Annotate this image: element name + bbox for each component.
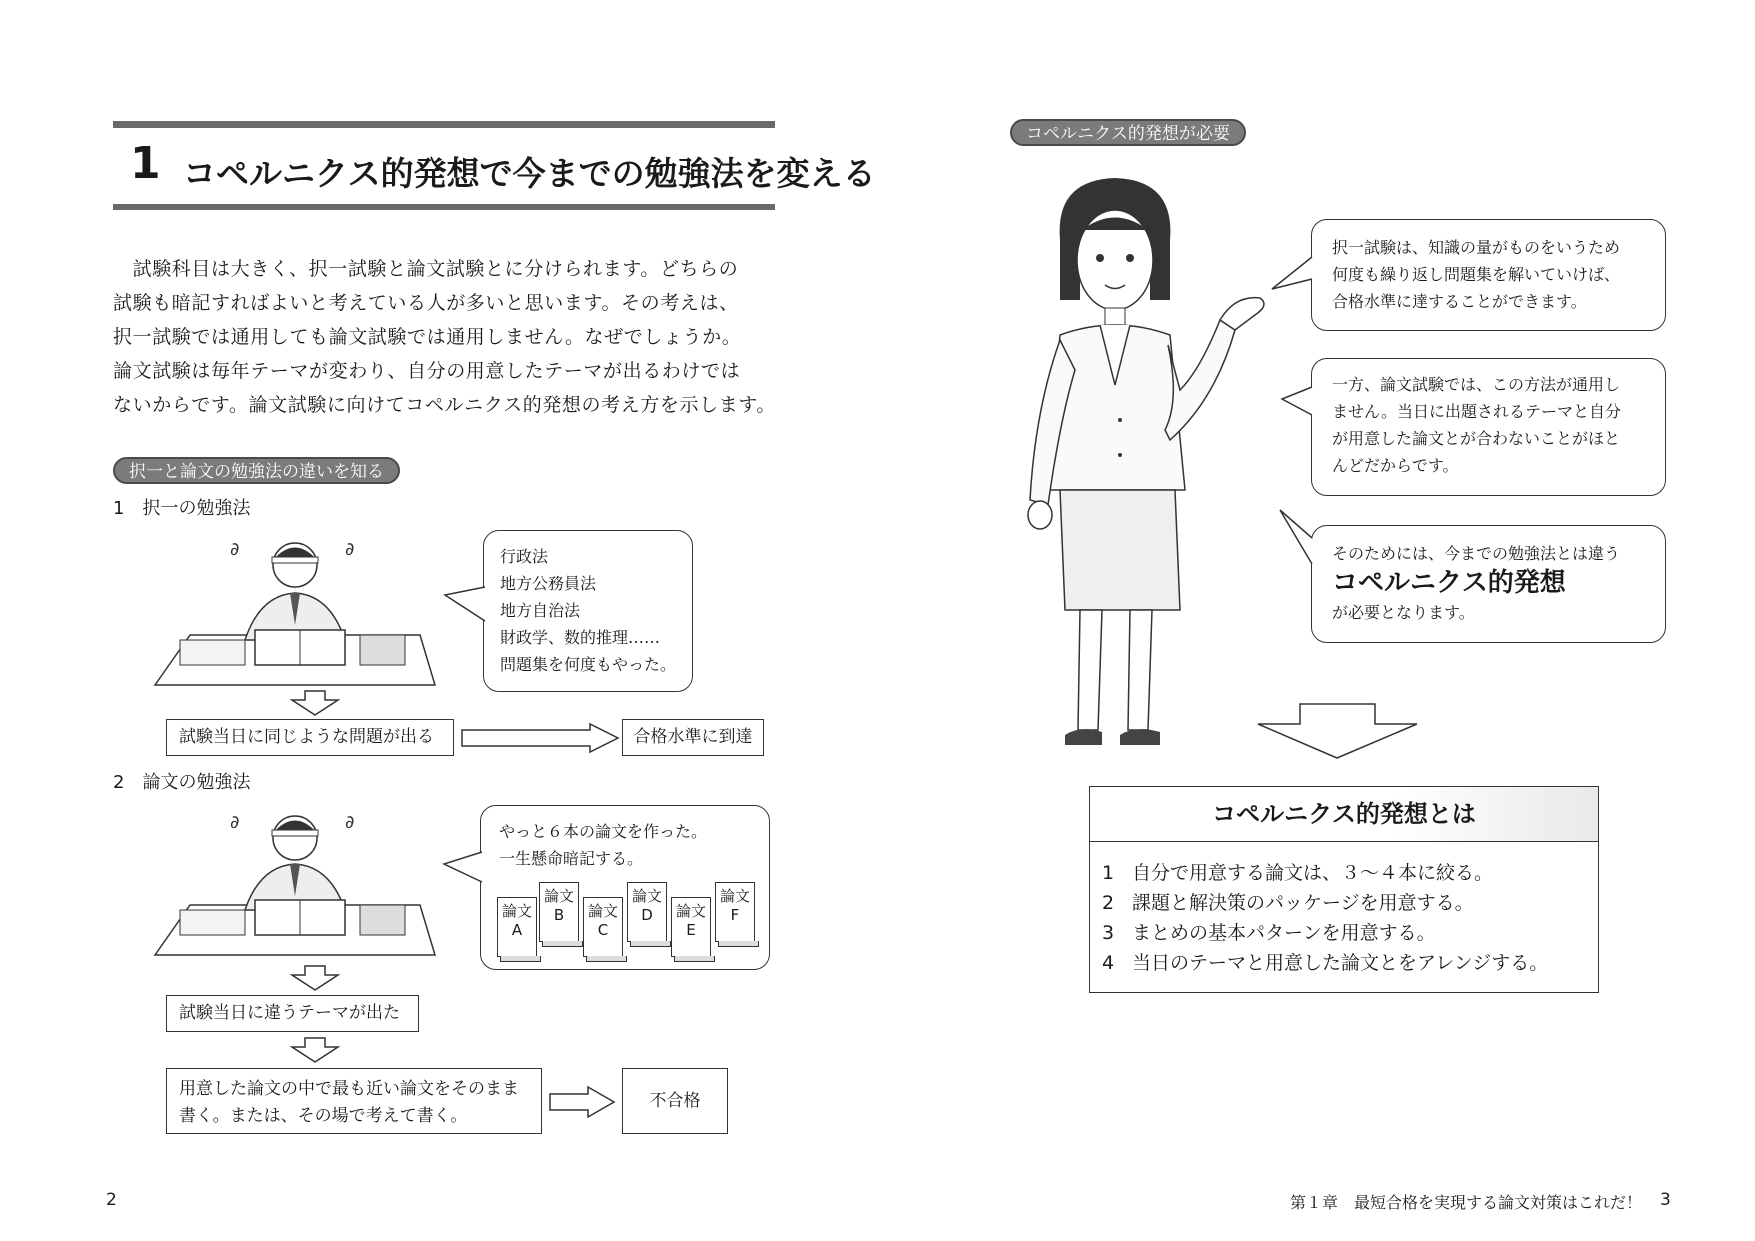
bubble-line: やっと６本の論文を作った。 (499, 822, 708, 841)
right-arrow-1 (460, 722, 620, 754)
bubble-line: 一生懸命暗記する。 (499, 849, 644, 868)
flow1-result-text: 合格水準に到達 (633, 727, 753, 747)
bubble-line: が用意した論文とが合わないことがほと (1332, 429, 1621, 448)
essay-doc-c (583, 897, 623, 957)
bubble-tail-right-1 (1270, 255, 1314, 291)
flow2-result-text: 不合格 (649, 1091, 701, 1111)
intro-line: ないからです。論文試験に向けてコペルニクス的発想の考え方を示します。 (113, 394, 776, 416)
big-down-arrow (1255, 702, 1420, 760)
copernican-summary-box (1089, 786, 1599, 993)
section-pill-right: コペルニクス的発想が必要 (1010, 119, 1246, 146)
svg-text:∂: ∂ (345, 539, 355, 560)
flow1-box-pass-level (622, 719, 764, 756)
list-item (1102, 918, 1598, 948)
essay-doc-letter: D (641, 906, 653, 924)
speech-bubble-right-3 (1311, 525, 1666, 643)
bubble-line: 地方自治法 (500, 601, 581, 620)
speech-bubble-right-1 (1311, 219, 1666, 331)
chapter-number: 1 (130, 138, 161, 189)
flow2-box-line: 書く。または、その場で考えて書く。 (179, 1106, 468, 1126)
essay-doc-label: 論文 (543, 887, 574, 905)
speech-bubble-right-2 (1311, 358, 1666, 496)
essay-doc-label: 論文 (501, 902, 532, 920)
intro-line: 試験科目は大きく、択一試験と論文試験とに分けられます。どちらの (113, 258, 739, 280)
essay-doc-label: 論文 (675, 902, 706, 920)
page-number-left: 2 (106, 1190, 117, 1210)
bubble-tail-right-3 (1278, 508, 1314, 568)
flow2-box-text: 試験当日に違うテーマが出た (179, 1003, 400, 1023)
page-number-right: 3 (1660, 1190, 1671, 1210)
flow2-box-line: 用意した論文の中で最も近い論文をそのまま (179, 1079, 519, 1099)
bubble-line: が必要となります。 (1332, 603, 1475, 622)
essay-doc-d (627, 882, 667, 942)
intro-line: 択一試験では通用しても論文試験では通用しません。なぜでしょうか。 (113, 326, 742, 348)
bubble-line: そのためには、今までの勉強法とは違う (1332, 544, 1621, 563)
list-item (1102, 888, 1598, 918)
essay-doc-label: 論文 (587, 902, 618, 920)
flow2-box-different-theme (166, 995, 419, 1032)
bubble-line: 何度も繰り返し問題集を解いていけば、 (1332, 265, 1621, 284)
right-arrow-2 (548, 1085, 616, 1119)
essay-doc-letter: E (686, 921, 696, 939)
businesswoman-illustration (1020, 170, 1290, 760)
summary-box-title: コペルニクス的発想とは (1090, 787, 1598, 842)
essay-doc-e (671, 897, 711, 957)
bubble-line: 問題集を何度もやった。 (500, 655, 677, 674)
item-number: 4 (1102, 952, 1115, 974)
essay-doc-letter: C (597, 921, 609, 939)
essay-doc-b (539, 882, 579, 942)
svg-text:∂: ∂ (345, 812, 355, 833)
bubble-line: 財政学、数的推理…… (500, 628, 661, 647)
flow1-box-text: 試験当日に同じような問題が出る (179, 727, 434, 747)
item-text: まとめの基本パターンを用意する。 (1132, 922, 1436, 944)
bubble-emphasis: コペルニクス的発想 (1332, 568, 1566, 598)
list-item (1102, 858, 1598, 888)
studying-man-illustration-1 (150, 525, 440, 695)
intro-line: 試験も暗記すればよいと考えている人が多いと思います。その考えは、 (113, 292, 739, 314)
essay-doc-letter: F (730, 906, 740, 924)
item-number: 3 (1102, 922, 1115, 944)
essay-doc-letter: B (553, 906, 565, 924)
section-pill-left: 択一と論文の勉強法の違いを知る (113, 457, 400, 484)
item-text: 当日のテーマと用意した論文とをアレンジする。 (1132, 952, 1549, 974)
bubble-line: ません。当日に出題されるテーマと自分 (1332, 402, 1621, 421)
svg-text:∂: ∂ (230, 539, 240, 560)
bubble-line: 地方公務員法 (500, 574, 597, 593)
bubble-line: 合格水準に達することができます。 (1332, 292, 1587, 311)
title-rule-bottom (113, 204, 775, 210)
page-title: コペルニクス的発想で今までの勉強法を変える (183, 154, 876, 193)
studying-man-illustration-2 (150, 800, 440, 965)
title-rule-top (113, 121, 775, 128)
item-number: 2 (1102, 892, 1115, 914)
bubble-line: んどだからです。 (1332, 456, 1459, 475)
item-text: 自分で用意する論文は、３～４本に絞る。 (1132, 862, 1494, 884)
essay-doc-label: 論文 (719, 887, 750, 905)
flow1-box-same-questions (166, 719, 454, 756)
down-arrow-3 (290, 1037, 340, 1063)
flow2-box-write-closest (166, 1068, 542, 1134)
list-item (1102, 948, 1598, 978)
item-text: 課題と解決策のパッケージを用意する。 (1132, 892, 1474, 914)
chapter-footer: 第１章 最短合格を実現する論文対策はこれだ！ (1290, 1193, 1643, 1212)
down-arrow-1 (290, 690, 340, 716)
essay-doc-label: 論文 (631, 887, 662, 905)
svg-text:∂: ∂ (230, 812, 240, 833)
essay-doc-letter: A (511, 921, 523, 939)
bubble-line: 行政法 (500, 547, 549, 566)
essay-doc-f (715, 882, 755, 942)
down-arrow-2 (290, 965, 340, 991)
subheading-2: 2 論文の勉強法 (113, 772, 251, 793)
bubble-line: 一方、論文試験では、この方法が通用し (1332, 375, 1621, 394)
bubble-line: 択一試験は、知識の量がものをいうため (1332, 238, 1621, 257)
speech-bubble-1 (483, 530, 693, 692)
subheading-1: 1 択一の勉強法 (113, 498, 251, 519)
bubble-tail-2 (442, 850, 484, 886)
intro-paragraph (113, 252, 778, 422)
intro-line: 論文試験は毎年テーマが変わり、自分の用意したテーマが出るわけでは (113, 360, 741, 382)
item-number: 1 (1102, 862, 1115, 884)
summary-list (1090, 858, 1598, 978)
flow2-box-fail (622, 1068, 728, 1134)
essay-doc-a (497, 897, 537, 957)
bubble-tail-right-2 (1280, 385, 1314, 419)
bubble-tail-1 (443, 585, 487, 625)
